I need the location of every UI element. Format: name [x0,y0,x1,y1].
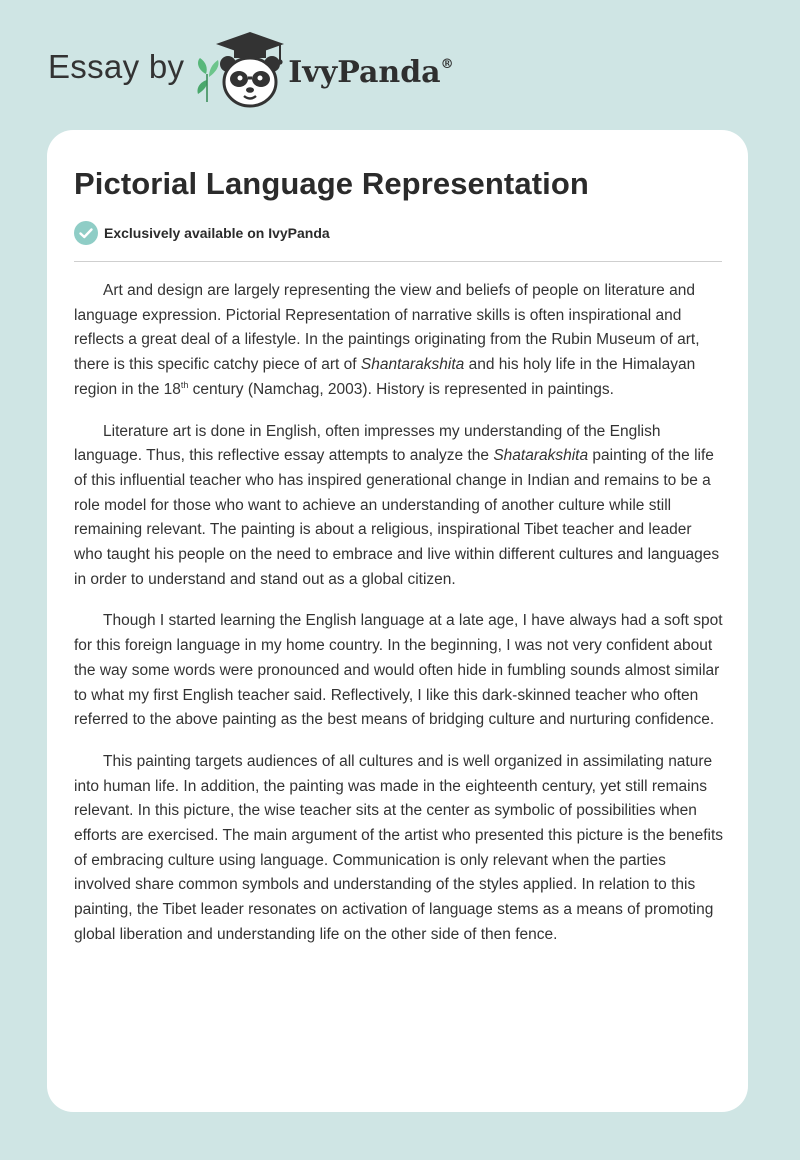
paragraph-2: Literature art is done in English, often impresses my understanding of the English language. Thus, this reflective essay attempts to analyze the Shatarakshita painting of the life of this influential teacher who has inspired generational change in Indian and remains to be a role model for those who want to achieve an understanding of another culture while still remaining relevant. The painting is about a religious, inspirational Tibet teacher and leader who taught his people on the need to embrace and live within different cultures and languages in order to understand and stand out as a global citizen. [74,422,720,588]
brand-prefix: Essay by [48,48,185,85]
brand-name: IvyPanda® [288,54,454,90]
panda-graduate-icon [194,30,286,110]
ordinal-suffix: th [180,379,189,390]
paragraph-3: Though I started learning the English language at a late age, I have always had a soft spot for this foreign language in my home country. In the beginning, I was not very confident about the way some words were pronounced and would often hide in fumbling sounds almost similar to what my first English teacher said. Reflectively, I like this dark-skinned teacher who often referred to the above painting as the best means of bridging culture and nurturing confidence. [74,612,723,729]
site-brand [48,30,454,110]
availability-badge [74,221,330,245]
essay-body [74,279,724,965]
page-title: Pictorial Language Representation [74,166,589,201]
check-circle-icon [74,221,98,245]
paragraph-1: Art and design are largely representing the view and beliefs of people on literature and language expression. Pictorial Representation of narrative skills is often inspirational and reflects a great deal of a lifestyle. In the paintings originating from the Rubin Museum of art, there is this specific catchy piece of art of Shantarakshita and his holy life in the Himalayan region in the 18th century (Namchag, 2003). History is represented in paintings. [74,282,700,398]
title-divider [74,261,722,262]
artwork-name: Shantarakshita [360,356,465,374]
paragraph-4: This painting targets audiences of all cultures and is well organized in assimilating nature into human life. In addition, the painting was made in the eighteenth century, yet still remains relevant. In this picture, the wise teacher sits at the center as symbolic of possibilities when efforts are exercised. The main argument of the artist who presented this picture is the benefits of embracing culture using language. Communication is only relevant when the parties involved share common symbols and understanding of the styles applied. In relation to this painting, the Tibet leader resonates on activation of language stems as a means of promoting global liberation and understanding life on the other side of then fence. [74,752,724,943]
artwork-name: Shatarakshita [493,447,589,465]
essay-card [47,130,748,1112]
availability-text: Exclusively available on IvyPanda [104,225,330,241]
trademark-symbol: ® [440,56,454,72]
